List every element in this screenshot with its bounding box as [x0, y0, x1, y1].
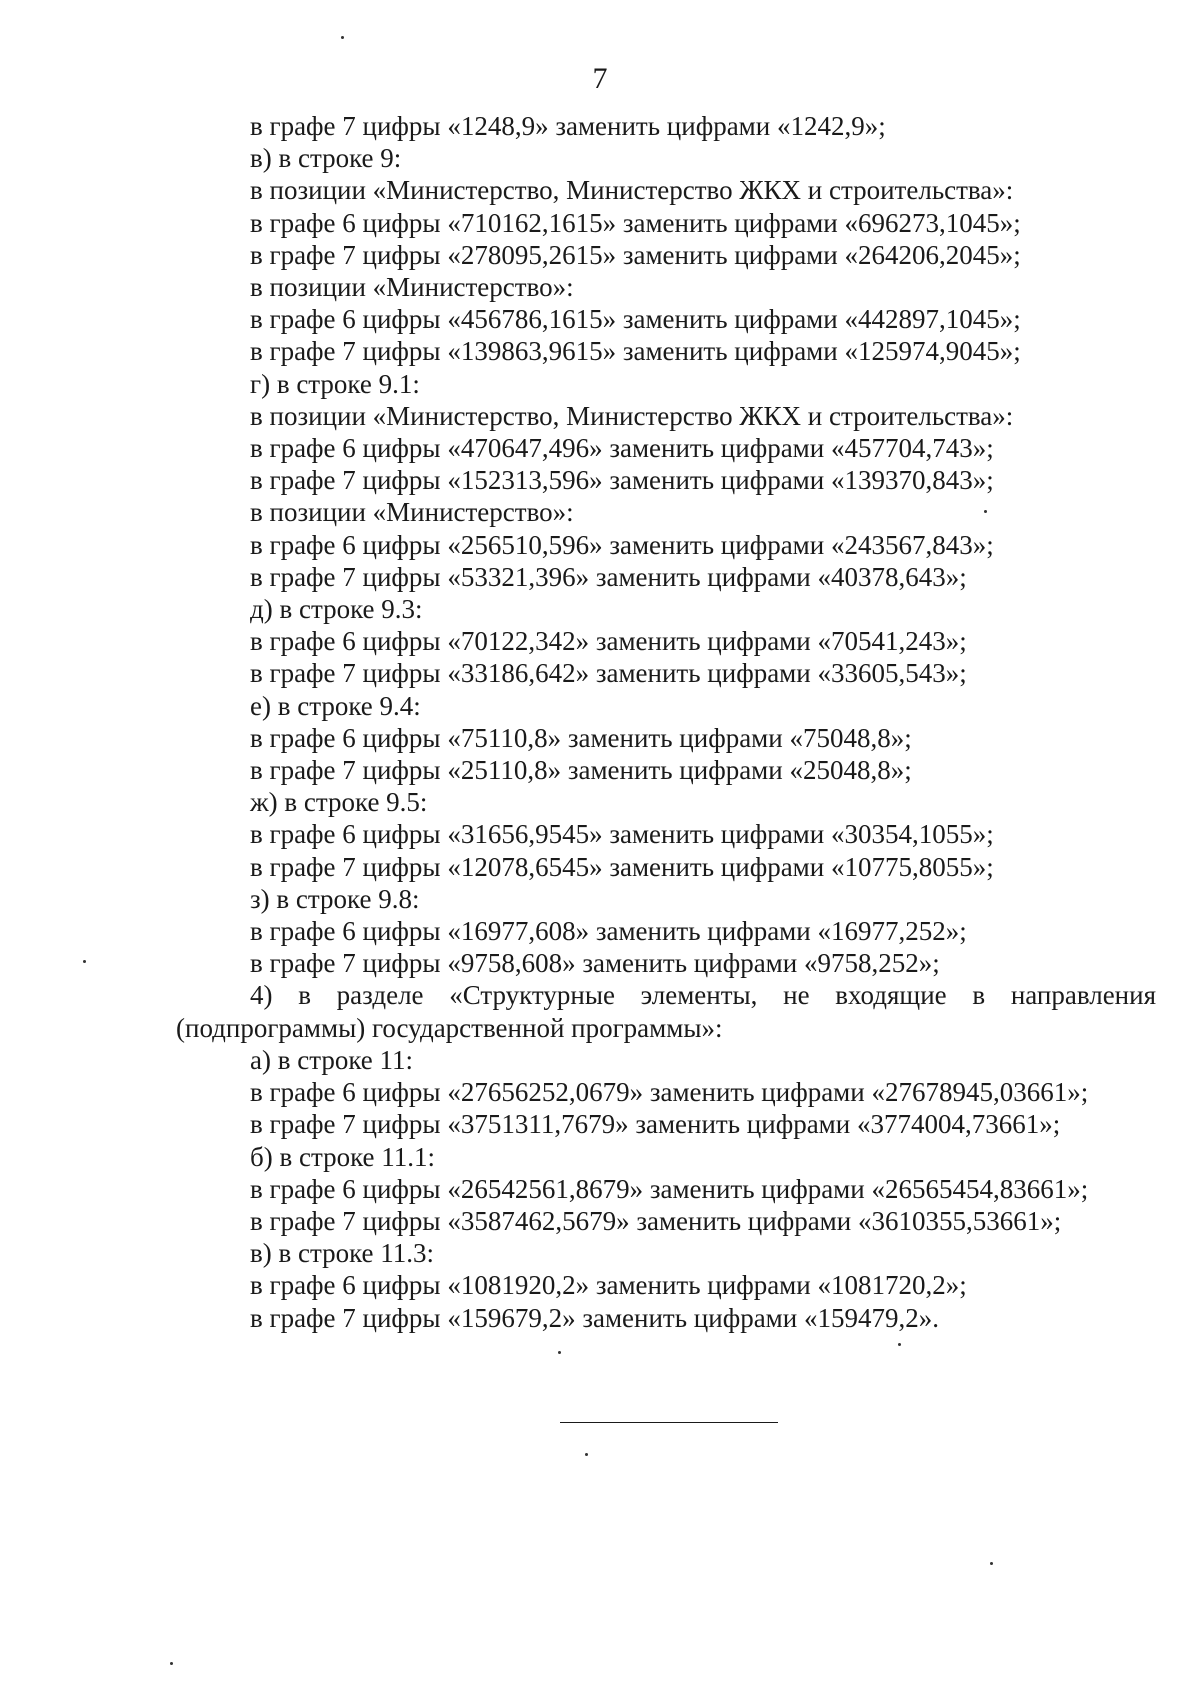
text-line: в графе 7 цифры «3751311,7679» заменить цифрами «3774004,73661»; — [250, 1109, 1061, 1140]
text-line: в графе 7 цифры «53321,396» заменить цифрами «40378,643»; — [250, 561, 967, 592]
text-line: в графе 7 цифры «3587462,5679» заменить цифрами «3610355,53661»; — [250, 1205, 1062, 1236]
text-line: б) в строке 11.1: — [250, 1141, 436, 1172]
text-line: а) в строке 11: — [250, 1044, 414, 1075]
text-line: в графе 6 цифры «710162,1615» заменить цифрами «696273,1045»; — [250, 207, 1021, 238]
scan-speck — [990, 1562, 993, 1565]
text-line: в графе 6 цифры «26542561,8679» заменить цифрами «26565454,83661»; — [250, 1173, 1089, 1204]
scan-speck — [984, 510, 987, 513]
page-number: 7 — [592, 62, 608, 95]
text-line: в позиции «Министерство, Министерство ЖКХ и строительства»: — [250, 400, 1014, 431]
text-line: в графе 6 цифры «70122,342» заменить цифрами «70541,243»; — [250, 626, 967, 657]
text-line: в графе 6 цифры «1081920,2» заменить цифрами «1081720,2»; — [250, 1270, 967, 1301]
text-line: в) в строке 9: — [250, 143, 402, 174]
text-line: в графе 6 цифры «75110,8» заменить цифрами «75048,8»; — [250, 722, 912, 753]
text-line: в позиции «Министерство»: — [250, 497, 574, 528]
text-line: в графе 7 цифры «9758,608» заменить цифрами «9758,252»; — [250, 948, 940, 979]
text-line: в графе 6 цифры «456786,1615» заменить цифрами «442897,1045»; — [250, 304, 1021, 335]
text-line: в графе 7 цифры «1248,9» заменить цифрами «1242,9»; — [250, 111, 886, 141]
text-line: в графе 7 цифры «25110,8» заменить цифрами «25048,8»; — [250, 755, 912, 786]
closing-rule — [560, 1422, 778, 1423]
text-line: в графе 6 цифры «31656,9545» заменить цифрами «30354,1055»; — [250, 819, 994, 850]
text-line: 4) в разделе «Структурные элементы, не входящие в направления — [250, 980, 1156, 1011]
text-line: ж) в строке 9.5: — [250, 787, 428, 818]
text-line: в графе 6 цифры «470647,496» заменить цифрами «457704,743»; — [250, 433, 994, 464]
text-line: в графе 7 цифры «33186,642» заменить цифрами «33605,543»; — [250, 658, 967, 689]
text-line: в графе 6 цифры «256510,596» заменить цифрами «243567,843»; — [250, 529, 994, 560]
scan-speck — [83, 960, 86, 963]
text-line: в графе 6 цифры «16977,608» заменить цифрами «16977,252»; — [250, 916, 967, 947]
text-line: г) в строке 9.1: — [250, 368, 420, 399]
scan-speck — [585, 1453, 588, 1456]
text-line: е) в строке 9.4: — [250, 690, 421, 721]
text-line: в графе 7 цифры «139863,9615» заменить цифрами «125974,9045»; — [250, 336, 1021, 367]
scan-speck — [170, 1662, 173, 1665]
text-line: в графе 7 цифры «278095,2615» заменить цифрами «264206,2045»; — [250, 239, 1021, 270]
text-line: в позиции «Министерство, Министерство ЖКХ и строительства»: — [250, 175, 1014, 206]
text-line: (подпрограммы) государственной программы»: — [176, 1012, 723, 1043]
scan-speck — [558, 1351, 561, 1354]
scan-speck — [898, 1343, 901, 1346]
text-line: в) в строке 11.3: — [250, 1238, 435, 1269]
text-line: в графе 7 цифры «152313,596» заменить цифрами «139370,843»; — [250, 465, 994, 496]
scan-speck — [341, 36, 344, 39]
text-line: в графе 7 цифры «159679,2» заменить цифрами «159479,2». — [250, 1302, 939, 1333]
text-line: д) в строке 9.3: — [250, 594, 423, 625]
amendment-text — [176, 110, 1156, 1334]
text-line: в графе 6 цифры «27656252,0679» заменить цифрами «27678945,03661»; — [250, 1077, 1089, 1108]
text-line: з) в строке 9.8: — [250, 883, 420, 914]
text-line: в позиции «Министерство»: — [250, 272, 574, 303]
text-line: в графе 7 цифры «12078,6545» заменить цифрами «10775,8055»; — [250, 851, 994, 882]
